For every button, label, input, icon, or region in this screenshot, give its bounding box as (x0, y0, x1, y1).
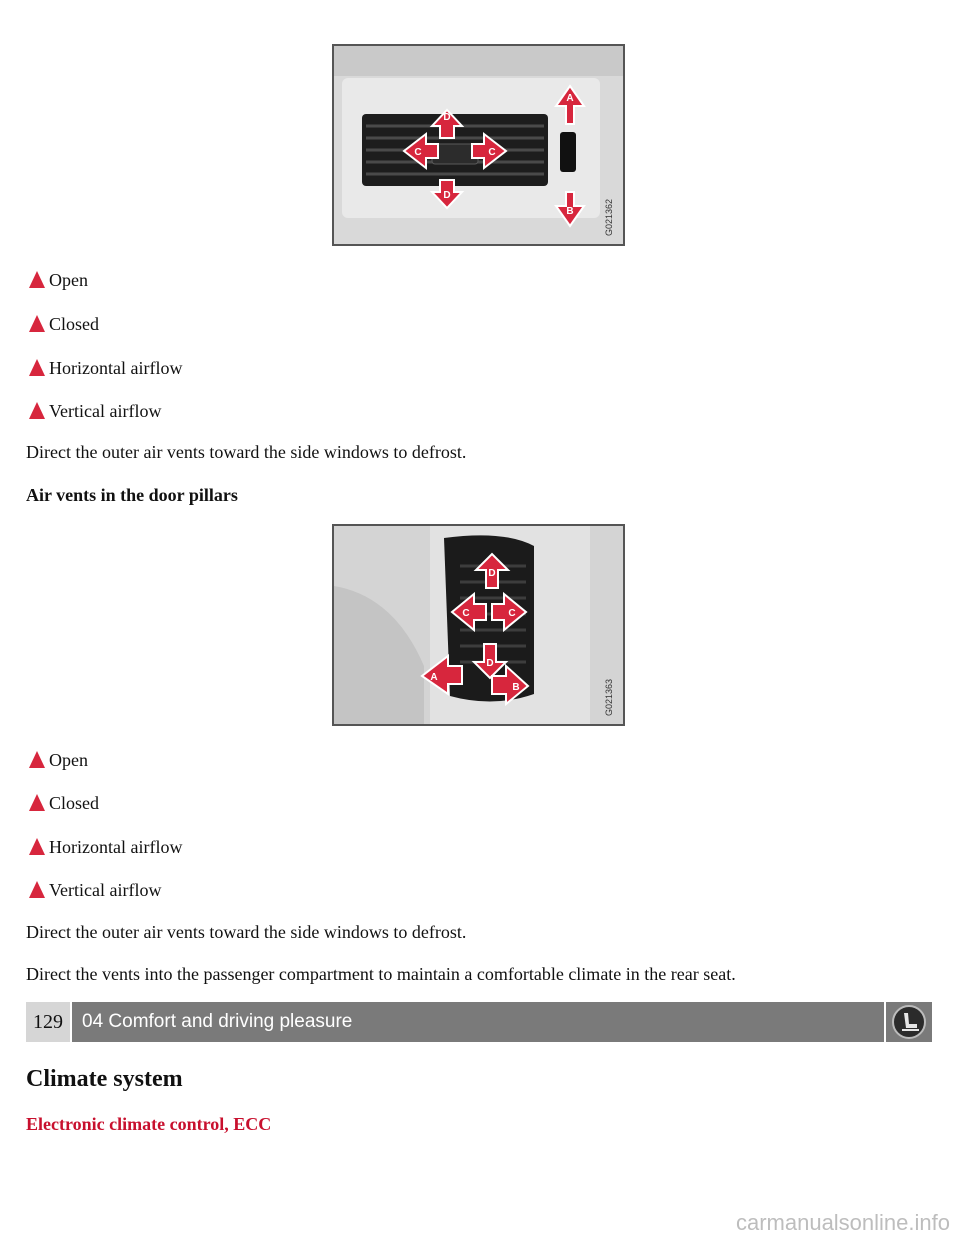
legend-item-a (26, 268, 88, 290)
legend-text: Horizontal airflow (49, 837, 183, 857)
svg-text:C: C (488, 147, 496, 158)
legend-text: Closed (49, 793, 100, 813)
legend-text: Horizontal airflow (49, 358, 183, 378)
watermark: carmanualsonline.info (735, 1210, 950, 1235)
svg-text:A: A (430, 672, 438, 683)
warning-triangle-icon (26, 268, 48, 290)
legend-text: Vertical airflow (49, 880, 162, 900)
svg-text:D: D (443, 112, 451, 123)
warning-triangle-icon (26, 878, 48, 900)
paragraph-defrost: Direct the outer air vents toward the side windows to defrost. (26, 442, 467, 462)
svg-text:D: D (443, 190, 451, 201)
svg-text:C: C (414, 147, 422, 158)
legend-text: Open (49, 270, 88, 290)
chapter-title: 04 Comfort and driving pleasure (72, 1002, 884, 1042)
svg-text:C: C (462, 608, 470, 619)
air-vent-figure-dashboard (332, 44, 625, 246)
figure-code: G021362 (604, 198, 614, 236)
legend-text: Closed (49, 314, 100, 334)
section-subtitle: Electronic climate control, ECC (26, 1114, 272, 1134)
legend-item-c (26, 356, 182, 378)
figure-code: G021363 (604, 678, 614, 716)
page-title: Climate system (26, 1066, 183, 1092)
svg-text:D: D (486, 658, 494, 669)
legend-item-a (26, 748, 88, 770)
paragraph-defrost: Direct the outer air vents toward the side windows to defrost. (26, 922, 467, 942)
page-number: 129 (26, 1002, 70, 1042)
legend-item-b (26, 312, 99, 334)
air-vent-figure-door-pillar (332, 524, 625, 726)
warning-triangle-icon (26, 835, 48, 857)
section-heading: Air vents in the door pillars (26, 485, 238, 505)
legend-text: Open (49, 750, 88, 770)
legend-item-d (26, 399, 161, 421)
svg-text:D: D (488, 568, 496, 579)
legend-item-d (26, 878, 161, 900)
svg-text:C: C (508, 608, 516, 619)
warning-triangle-icon (26, 312, 48, 334)
legend-item-c (26, 835, 182, 857)
svg-text:A: A (566, 93, 574, 104)
warning-triangle-icon (26, 791, 48, 813)
legend-text: Vertical airflow (49, 401, 162, 421)
svg-text:B: B (566, 206, 574, 217)
chapter-seat-icon (886, 1002, 932, 1042)
warning-triangle-icon (26, 356, 48, 378)
svg-text:B: B (512, 682, 520, 693)
page-footer-bar (26, 1002, 932, 1042)
paragraph-rear-climate: Direct the vents into the passenger compartment to maintain a comfortable climate in the rear seat. (26, 964, 736, 984)
legend-item-b (26, 791, 99, 813)
warning-triangle-icon (26, 399, 48, 421)
warning-triangle-icon (26, 748, 48, 770)
